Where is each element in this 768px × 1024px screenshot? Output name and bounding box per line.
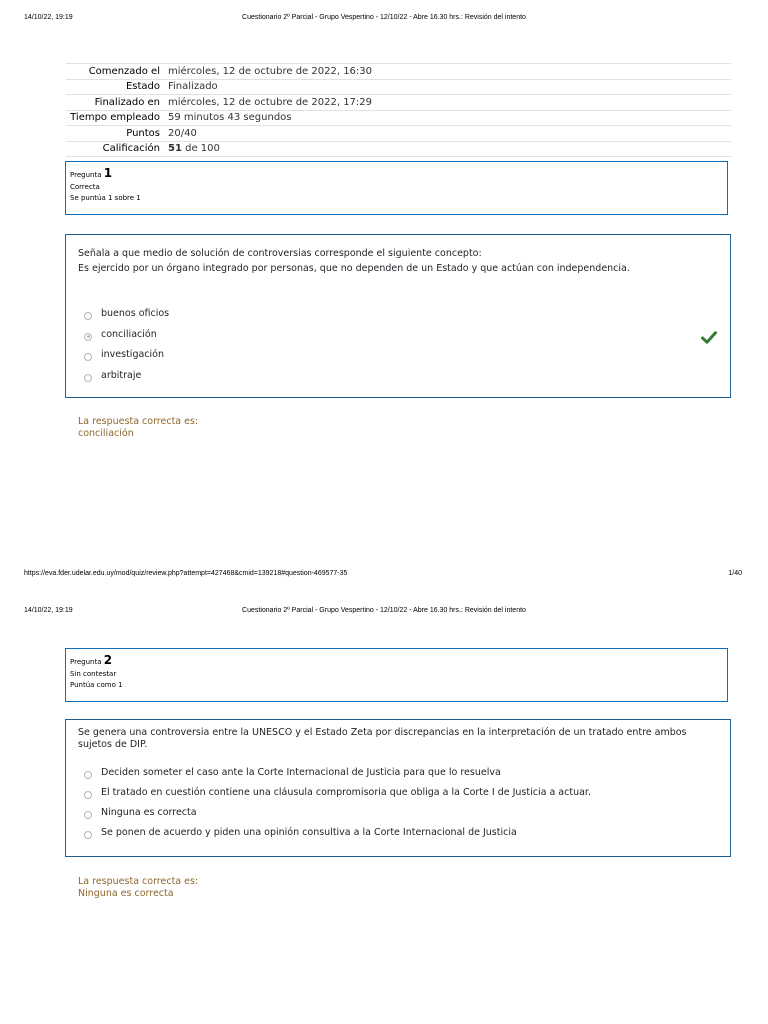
right-answer-label: La respuesta correcta es:: [78, 876, 199, 887]
radio-button[interactable]: [84, 791, 92, 799]
question-number: [70, 653, 723, 667]
correct-check-icon: [701, 331, 717, 344]
question-content-2: [65, 719, 731, 857]
question-info-1: [65, 161, 728, 215]
question-text-line1: Señala a que medio de solución de controversias corresponde el siguiente concepto:: [78, 248, 482, 259]
right-answer: [78, 876, 198, 900]
question-grade: Puntúa como 1: [70, 681, 123, 689]
grade-suffix: de 100: [181, 143, 220, 155]
answer-option[interactable]: [84, 370, 141, 381]
radio-button[interactable]: [84, 353, 92, 361]
answer-option[interactable]: [84, 787, 591, 798]
summary-value: Finalizado: [166, 79, 731, 95]
question-text: Se genera una controversia entre la UNESCO y el Estado Zeta por discrepancias en la interpretación de un tratado entre ambos sujetos de DIP.: [78, 727, 687, 750]
summary-row: [66, 126, 731, 142]
summary-label: Tiempo empleado: [66, 110, 166, 126]
right-answer-value: Ninguna es correcta: [78, 888, 174, 899]
print-url: https://eva.fder.udelar.edu.uy/mod/quiz/review.php?attempt=427468&cmid=139218#question-469577-35: [24, 570, 348, 577]
summary-row: [66, 64, 731, 80]
summary-label: Puntos: [66, 126, 166, 142]
option-label: conciliación: [101, 329, 157, 340]
option-label: arbitraje: [101, 370, 142, 381]
summary-label: Finalizado en: [66, 95, 166, 111]
radio-button[interactable]: [84, 312, 92, 320]
summary-row: [66, 141, 731, 157]
question-state: Correcta: [70, 183, 100, 191]
radio-button[interactable]: [84, 811, 92, 819]
answer-option[interactable]: [84, 807, 197, 818]
question-prefix: Pregunta: [70, 171, 102, 179]
question-grade: Se puntúa 1 sobre 1: [70, 194, 141, 202]
answer-option[interactable]: [84, 308, 169, 319]
summary-value: 20/40: [166, 126, 731, 142]
question-info-2: [65, 648, 728, 702]
summary-row: [66, 79, 731, 95]
radio-button[interactable]: [84, 374, 92, 382]
option-label: investigación: [101, 349, 164, 360]
right-answer: [78, 416, 198, 440]
answer-option[interactable]: [84, 827, 517, 838]
attempt-summary-table: [66, 63, 731, 157]
option-label: Ninguna es correcta: [101, 807, 197, 818]
question-number-value: 2: [103, 653, 113, 667]
summary-value: miércoles, 12 de octubre de 2022, 16:30: [166, 64, 731, 80]
radio-button[interactable]: [84, 831, 92, 839]
question-prefix: Pregunta: [70, 658, 102, 666]
right-answer-label: La respuesta correcta es:: [78, 416, 199, 427]
print-title: Cuestionario 2º Parcial - Grupo Vespertino - 12/10/22 - Abre 16.30 hrs.: Revisión del intento: [242, 607, 526, 614]
summary-value: miércoles, 12 de octubre de 2022, 17:29: [166, 95, 731, 111]
option-label: El tratado en cuestión contiene una cláusula compromisoria que obliga a la Corte I de Justicia a actuar.: [101, 787, 591, 798]
question-content-1: [65, 234, 731, 398]
right-answer-value: conciliación: [78, 428, 134, 439]
summary-label: Calificación: [66, 141, 166, 157]
answer-option[interactable]: [84, 767, 501, 778]
question-text-line2: Es ejercido por un órgano integrado por personas, que no dependen de un Estado y que actúan con independencia.: [78, 263, 630, 274]
answer-option[interactable]: [84, 349, 164, 360]
question-number-value: 1: [103, 166, 113, 180]
option-label: buenos oficios: [101, 308, 170, 319]
print-page-number: 1/40: [728, 570, 742, 577]
summary-value: 59 minutos 43 segundos: [166, 110, 731, 126]
grade-value: 51: [168, 143, 182, 155]
option-label: Se ponen de acuerdo y piden una opinión consultiva a la Corte Internacional de Justicia: [101, 827, 517, 838]
print-date: 14/10/22, 19:19: [24, 14, 73, 21]
print-date: 14/10/22, 19:19: [24, 607, 73, 614]
summary-row: [66, 110, 731, 126]
print-title: Cuestionario 2º Parcial - Grupo Vespertino - 12/10/22 - Abre 16.30 hrs.: Revisión del intento: [242, 14, 526, 21]
summary-row: [66, 95, 731, 111]
radio-button-selected[interactable]: [84, 333, 92, 341]
summary-label: Estado: [66, 79, 166, 95]
question-state: Sin contestar: [70, 670, 117, 678]
summary-label: Comenzado el: [66, 64, 166, 80]
option-label: Deciden someter el caso ante la Corte Internacional de Justicia para que lo resuelva: [101, 767, 501, 778]
radio-button[interactable]: [84, 771, 92, 779]
summary-value: [166, 141, 731, 157]
answer-option[interactable]: [84, 329, 157, 340]
question-number: [70, 166, 723, 180]
